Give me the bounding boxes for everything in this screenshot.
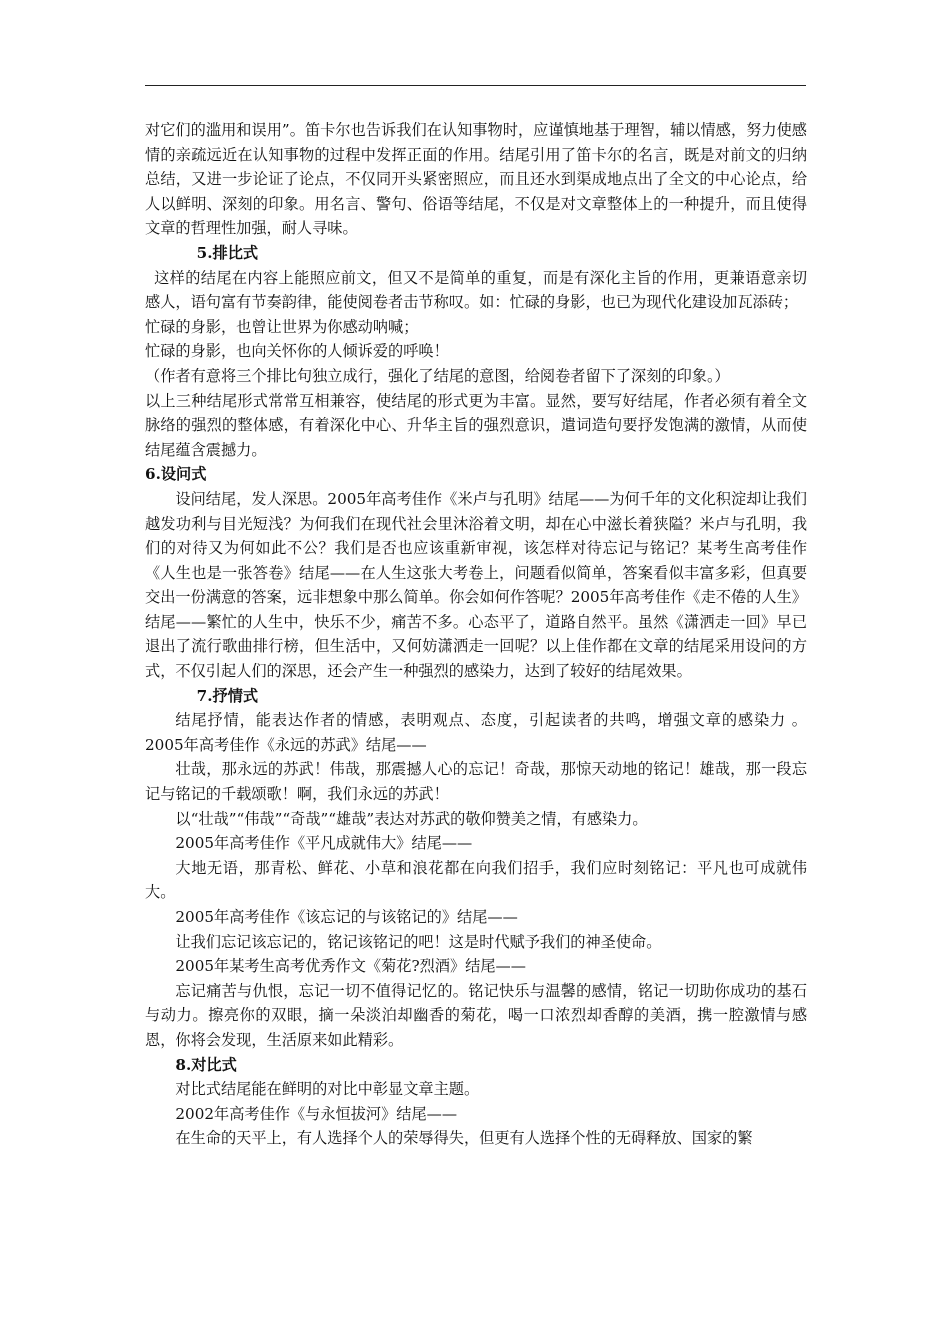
paragraph: 对它们的滥用和误用”。笛卡尔也告诉我们在认知事物时，应谨慎地基于理智，辅以情感，努力使感情的亲疏远近在认知事物的过程中发挥正面的作用。结尾引用了笛卡尔的名言，既是对前文的归纳总结，又进一步论证了论点，不仅同开头紧密照应，而且还水到渠成地点出了全文的中心论点，给人以鲜明、深刻的印象。用名言、警句、俗语等结尾，不仅是对文章整体上的一种提升，而且使得文章的哲理性加强，耐人寻味。 [145, 121, 807, 238]
document-body [145, 118, 807, 1151]
paragraph: 让我们忘记该忘记的，铭记该铭记的吧！这是时代赋予我们的神圣使命。 [175, 932, 662, 951]
paragraph: 忙碌的身影，也向关怀你的人倾诉爱的呼唤！ [145, 342, 449, 361]
paragraph: 结尾抒情，能表达作者的情感，表明观点、态度，引起读者的共鸣，增强文章的感染力 。2005年高考佳作《永远的苏武》结尾—— [145, 711, 807, 754]
paragraph: 以“壮哉”“伟哉”“奇哉”“雄哉”表达对苏武的敬仰赞美之情，有感染力。 [175, 809, 648, 828]
paragraph: 在生命的天平上，有人选择个人的荣辱得失，但更有人选择个性的无碍释放、国家的繁 [175, 1129, 753, 1148]
paragraph: 这样的结尾在内容上能照应前文，但又不是简单的重复，而是有深化主旨的作用，更兼语意亲切感人，语句富有节奏韵律，能使阅卷者击节称叹。如：忙碌的身影，也已为现代化建设加瓦添砖； [145, 268, 807, 312]
paragraph: 2005年高考佳作《平凡成就伟大》结尾—— [175, 834, 473, 853]
section-heading: 8.对比式 [175, 1055, 237, 1074]
paragraph: 以上三种结尾形式常常互相兼容，使结尾的形式更为丰富。显然，要写好结尾，作者必须有着全文脉络的强烈的整体感，有着深化中心、升华主旨的强烈意识，遣词造句要抒发饱满的激情，从而使结尾蕴含震撼力。 [145, 391, 807, 459]
paragraph: 2005年高考佳作《该忘记的与该铭记的》结尾—— [175, 908, 518, 926]
paragraph: 壮哉，那永远的苏武！伟哉，那震撼人心的忘记！奇哉，那惊天动地的铭记！雄哉，那一段忘记与铭记的千载颂歌！啊，我们永远的苏武！ [145, 760, 807, 804]
section-heading: 6.设问式 [145, 465, 207, 484]
paragraph: （作者有意将三个排比句独立成行，强化了结尾的意图，给阅卷者留下了深刻的印象。） [145, 366, 730, 385]
section-heading: 7.抒情式 [196, 686, 259, 705]
paragraph: 设问结尾，发人深思。2005年高考佳作《米卢与孔明》结尾——为何千年的文化积淀却让我们越发功利与目光短浅？为何我们在现代社会里沐浴着文明，却在心中滋长着狭隘？米卢与孔明，我们的对待又为何如此不公？我们是否也应该重新审视，该怎样对待忘记与铭记？某考生高考佳作《人生也是一张答卷》结尾——在人生这张大考卷上，问题看似简单，答案看似丰富多彩，但真要交出一份满意的答案，远非想象中那么简单。你会如何作答呢？2005年高考佳作《走不倦的人生》结尾——繁忙的人生中，快乐不少，痛苦不多。心态平了，道路自然平。虽然《潇洒走一回》早已退出了流行歌曲排行榜，但生活中，又何妨潇洒走一回呢？以上佳作都在文章的结尾采用设问的方式，不仅引起人们的深思，还会产生一种强烈的感染力，达到了较好的结尾效果。 [145, 489, 807, 681]
section-heading: 5.排比式 [196, 243, 259, 262]
paragraph: 2002年高考佳作《与永恒拔河》结尾—— [175, 1104, 458, 1123]
paragraph: 忙碌的身影，也曾让世界为你感动呐喊； [145, 317, 419, 336]
paragraph: 2005年某考生高考优秀作文《菊花?烈酒》结尾—— [175, 957, 526, 976]
paragraph: 忘记痛苦与仇恨，忘记一切不值得记忆的。铭记快乐与温馨的感情，铭记一切助你成功的基石与动力。擦亮你的双眼，摘一朵淡泊却幽香的菊花，喝一口浓烈却香醇的美酒，携一腔激情与感恩，你将会发现，生活原来如此精彩。 [145, 981, 807, 1049]
header-rule [145, 85, 806, 86]
paragraph: 大地无语，那青松、鲜花、小草和浪花都在向我们招手，我们应时刻铭记：平凡也可成就伟大。 [145, 858, 807, 902]
paragraph: 对比式结尾能在鲜明的对比中彰显文章主题。 [175, 1080, 480, 1099]
